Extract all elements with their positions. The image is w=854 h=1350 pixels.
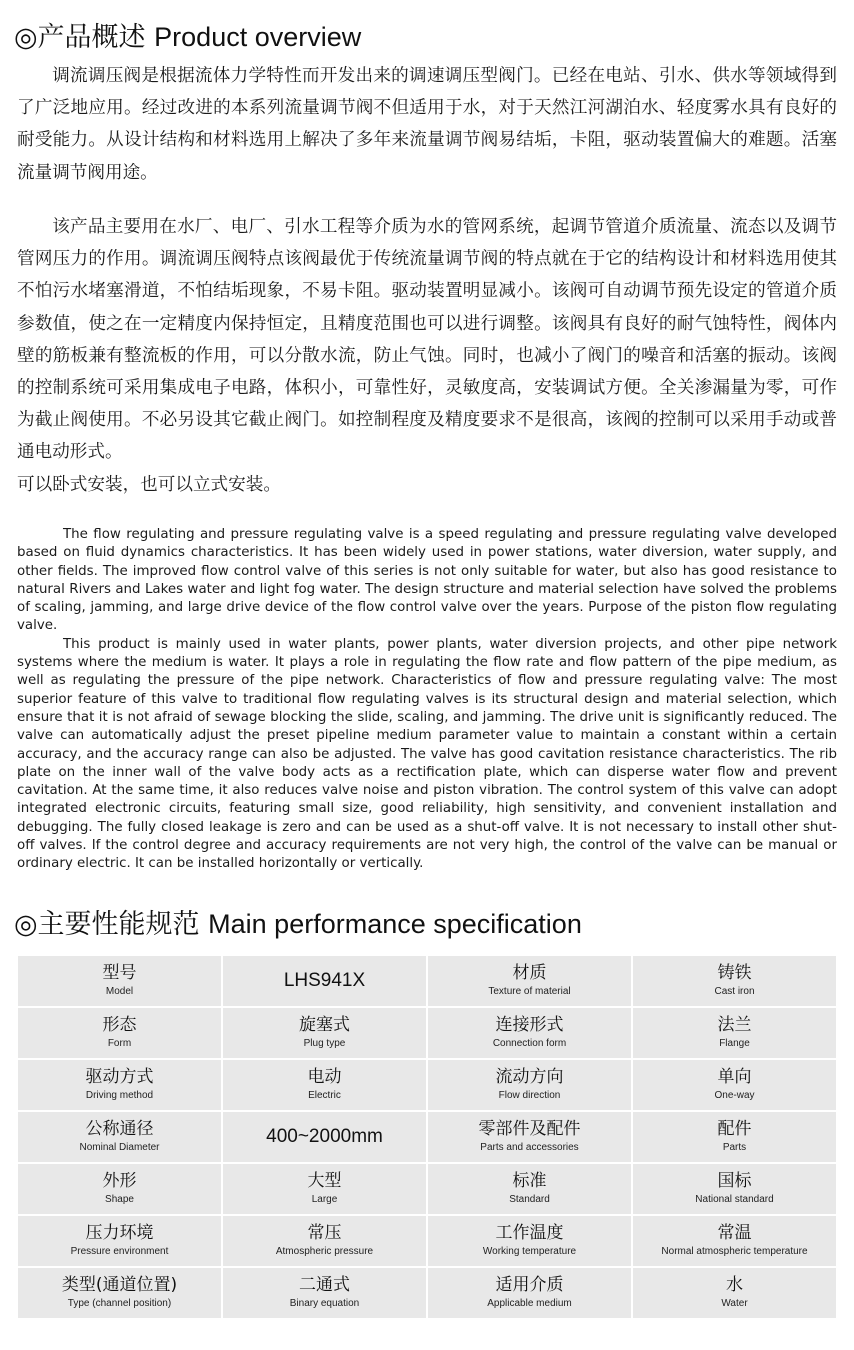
cell-text-en: Model	[105, 985, 134, 997]
cell-text-en: Form	[107, 1037, 132, 1049]
spec-label-cell	[427, 1111, 632, 1163]
table-row	[17, 1267, 837, 1319]
overview-en-paragraph: The flow regulating and pressure regulating valve is a speed regulating and pressure regulating valve developed based on fluid dynamics characteristics. It has been widely used in power stations, water diversion, water supply, and other fields. The improved flow control valve of this series is not only suitable for water, but also has good resistance to natural Rivers and Lakes water and light fog water. The design structure and material selection have solved the problems of scaling, jamming, and large drive device of the flow control valve over the years. Purpose of the piston flow regulating valve.	[17, 527, 837, 634]
cell-text-en: Water	[721, 1297, 748, 1309]
cell-text-en: Cast iron	[714, 985, 755, 997]
overview-en-section	[17, 526, 837, 874]
cell-text-cn: 零部件及配件	[478, 1118, 581, 1139]
cell-text-cn: 国标	[717, 1170, 752, 1191]
cell-value: 400~2000mm	[266, 1126, 383, 1147]
spec-label-cell	[427, 1059, 632, 1111]
cell-text-en: Working temperature	[482, 1245, 577, 1257]
spec-label-cell	[17, 1267, 222, 1319]
overview-en-paragraph: This product is mainly used in water plants, power plants, water diversion projects, and other pipe network systems where the medium is water. It plays a role in regulating the flow rate and flow pattern of the pipe medium, as well as regulating the pressure of the pipe network. Characteristics of flow and pressure regulating valve: The most superior feature of this valve to traditional flow regulating valves is its structural design and material selection, which ensure that it is not afraid of sewage blocking the slide, scaling, and jamming. The drive unit is significantly reduced. The valve can automatically adjust the preset pipeline medium parameter value to maintain a constant within a certain accuracy, and the accuracy range can also be adjusted. The valve has good cavitation resistance characteristics. The rib plate on the inner wall of the valve body acts as a rectification plate, which can disperse water flow and prevent cavitation. At the same time, it also reduces valve noise and piston vibration. The control system of this valve can adopt integrated electronic circuits, featuring small size, good reliability, high sensitivity, and convenient installation and debugging. The fully closed leakage is zero and can be used as a shut-off valve. It is not necessary to install other shut-off valves. If the control degree and accuracy requirements are not very high, the control of the valve can be manual or ordinary electric. It can be installed horizontally or vertically.	[17, 636, 837, 872]
cell-text-cn: 水	[726, 1274, 743, 1295]
spec-table-body	[17, 955, 837, 1319]
table-row	[17, 1111, 837, 1163]
cell-text-cn: 常温	[717, 1222, 752, 1243]
table-row	[17, 1059, 837, 1111]
cell-text-cn: 流动方向	[495, 1066, 564, 1087]
cell-text-en: Electric	[308, 1089, 341, 1101]
cell-text-en: Flange	[719, 1037, 750, 1049]
cell-text-cn: 外形	[102, 1170, 137, 1191]
table-row	[17, 955, 837, 1007]
overview-zh-section-1	[17, 60, 837, 189]
spec-label-cell	[17, 1111, 222, 1163]
cell-text-en: Texture of material	[488, 985, 571, 997]
spec-value-cell	[222, 1215, 427, 1267]
cell-text-en: Normal atmospheric temperature	[661, 1245, 808, 1257]
cell-text-cn: 二通式	[299, 1274, 350, 1295]
cell-text-cn: 类型(通道位置)	[61, 1274, 178, 1295]
overview-heading-cn: ◎产品概述	[14, 22, 146, 53]
spec-label-cell	[17, 1059, 222, 1111]
overview-heading-en: Product overview	[154, 22, 362, 52]
spec-label-cell	[17, 1215, 222, 1267]
cell-text-en: Parts and accessories	[480, 1141, 579, 1153]
spec-label-cell	[17, 1163, 222, 1215]
cell-text-en: Shape	[105, 1193, 134, 1205]
cell-text-cn: 材质	[512, 962, 547, 983]
cell-text-cn: 配件	[717, 1118, 752, 1139]
table-row	[17, 1215, 837, 1267]
cell-text-en: Plug type	[303, 1037, 346, 1049]
cell-text-cn: 驱动方式	[85, 1066, 154, 1087]
spec-label-cell	[427, 1007, 632, 1059]
cell-text-en: Connection form	[492, 1037, 567, 1049]
cell-text-en: Type (channel position)	[67, 1297, 172, 1309]
spec-table	[16, 954, 838, 1320]
spec-value-cell	[222, 1163, 427, 1215]
spec-value-cell	[632, 1267, 837, 1319]
cell-text-cn: 公称通径	[85, 1118, 154, 1139]
spec-value-cell	[632, 1163, 837, 1215]
cell-text-cn: 型号	[102, 962, 137, 983]
cell-text-cn: 旋塞式	[299, 1014, 350, 1035]
spec-value-cell	[632, 1007, 837, 1059]
spec-label-cell	[427, 955, 632, 1007]
cell-text-en: National standard	[695, 1193, 774, 1205]
cell-text-en: Atmospheric pressure	[275, 1245, 374, 1257]
cell-text-en: Applicable medium	[487, 1297, 572, 1309]
cell-text-en: Large	[311, 1193, 338, 1205]
table-row	[17, 1163, 837, 1215]
overview-zh-paragraph: 可以卧式安装，也可以立式安装。	[17, 474, 281, 495]
spec-heading	[14, 905, 582, 944]
spec-value-cell	[222, 1111, 427, 1163]
cell-text-cn: 单向	[717, 1066, 752, 1087]
cell-text-cn: 大型	[307, 1170, 342, 1191]
cell-text-en: Nominal Diameter	[79, 1141, 160, 1153]
overview-zh-paragraph: 调流调压阀是根据流体力学特性而开发出来的调速调压型阀门。已经在电站、引水、供水等领域得到了广泛地应用。经过改进的本系列流量调节阀不但适用于水，对于天然江河湖泊水、轻度雾水具有良好的耐受能力。从设计结构和材料选用上解决了多年来流量调节阀易结垢，卡阻，驱动装置偏大的难题。活塞流量调节阀用途。	[17, 66, 837, 183]
cell-text-cn: 适用介质	[495, 1274, 564, 1295]
spec-heading-en: Main performance specification	[208, 909, 582, 939]
overview-zh-section-2	[17, 211, 837, 501]
spec-value-cell	[632, 1059, 837, 1111]
cell-value: LHS941X	[283, 970, 366, 991]
cell-text-cn: 铸铁	[717, 962, 752, 983]
cell-text-cn: 标准	[512, 1170, 547, 1191]
spec-value-cell	[222, 1007, 427, 1059]
spec-value-cell	[222, 1267, 427, 1319]
cell-text-cn: 法兰	[717, 1014, 752, 1035]
spec-value-cell	[632, 1215, 837, 1267]
spec-heading-cn: ◎主要性能规范	[14, 909, 200, 940]
cell-text-en: Driving method	[85, 1089, 154, 1101]
spec-label-cell	[17, 955, 222, 1007]
cell-text-en: Standard	[509, 1193, 550, 1205]
overview-heading	[14, 18, 361, 57]
spec-label-cell	[427, 1163, 632, 1215]
spec-value-cell	[222, 1059, 427, 1111]
spec-value-cell	[632, 1111, 837, 1163]
cell-text-cn: 形态	[102, 1014, 137, 1035]
cell-text-cn: 压力环境	[85, 1222, 154, 1243]
cell-text-en: Binary equation	[289, 1297, 360, 1309]
spec-label-cell	[17, 1007, 222, 1059]
cell-text-en: Parts	[722, 1141, 747, 1153]
cell-text-cn: 电动	[307, 1066, 342, 1087]
table-row	[17, 1007, 837, 1059]
cell-text-en: Flow direction	[498, 1089, 561, 1101]
cell-text-en: Pressure environment	[70, 1245, 169, 1257]
cell-text-en: One-way	[714, 1089, 755, 1101]
spec-label-cell	[427, 1267, 632, 1319]
cell-text-cn: 常压	[307, 1222, 342, 1243]
spec-label-cell	[427, 1215, 632, 1267]
cell-text-cn: 连接形式	[495, 1014, 564, 1035]
cell-text-cn: 工作温度	[495, 1222, 564, 1243]
spec-value-cell	[632, 955, 837, 1007]
overview-zh-paragraph: 该产品主要用在水厂、电厂、引水工程等介质为水的管网系统，起调节管道介质流量、流态以及调节管网压力的作用。调流调压阀特点该阀最优于传统流量调节阀的特点就在于它的结构设计和材料选用使其不怕污水堵塞滑道，不怕结垢现象，不易卡阻。驱动装置明显减小。该阀可自动调节预先设定的管道介质参数值，使之在一定精度内保持恒定，且精度范围也可以进行调整。该阀具有良好的耐气蚀特性，阀体内壁的筋板兼有整流板的作用，可以分散水流，防止气蚀。同时，也减小了阀门的噪音和活塞的振动。该阀的控制系统可采用集成电子电路，体积小，可靠性好，灵敏度高，安装调试方便。全关渗漏量为零，可作为截止阀使用。不必另设其它截止阀门。如控制程度及精度要求不是很高，该阀的控制可以采用手动或普通电动形式。	[17, 217, 837, 463]
spec-value-cell	[222, 955, 427, 1007]
